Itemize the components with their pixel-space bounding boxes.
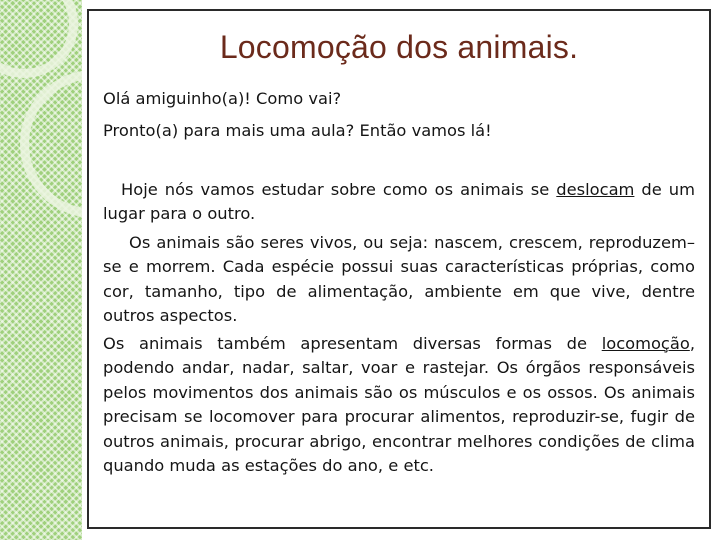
greeting-line: Olá amiguinho(a)! Como vai? xyxy=(103,89,342,108)
paragraph-1 xyxy=(103,178,695,227)
keyword-locomocao: locomoção xyxy=(601,334,690,353)
decorative-ring xyxy=(20,70,82,218)
paragraph-1-text-b: de um lugar para o outro. xyxy=(103,180,695,224)
decorative-ring xyxy=(0,0,78,78)
decorative-side-pattern xyxy=(0,0,82,540)
paragraph-2: Os animais são seres vivos, ou seja: nascem, crescem, reproduzem–se e morrem. Cada espécie possui suas características próprias, como cor, tamanho, tipo de alimentação, ambiente em que vive, dentre outros aspectos. xyxy=(103,233,695,326)
intro-line: Pronto(a) para mais uma aula? Então vamos lá! xyxy=(103,121,492,140)
paragraph-3-text-a: Os animais também apresentam diversas formas de xyxy=(103,334,602,353)
keyword-deslocam: deslocam xyxy=(556,180,635,199)
paragraph-3 xyxy=(103,332,695,478)
slide-frame xyxy=(87,9,711,529)
paragraph-3-text-b: , podendo andar, nadar, saltar, voar e rastejar. Os órgãos responsáveis pelos movimentos dos animais são os músculos e os ossos. Os animais precisam se locomover para procurar alimentos, reproduzir-se, fugir de outros animais, procurar abrigo, encontrar melhores condições de clima quando muda as estações do ano, e etc. xyxy=(103,334,695,476)
slide-title: Locomoção dos animais. xyxy=(219,29,579,65)
paragraph-1-text-a: Hoje nós vamos estudar sobre como os animais se xyxy=(121,180,557,199)
